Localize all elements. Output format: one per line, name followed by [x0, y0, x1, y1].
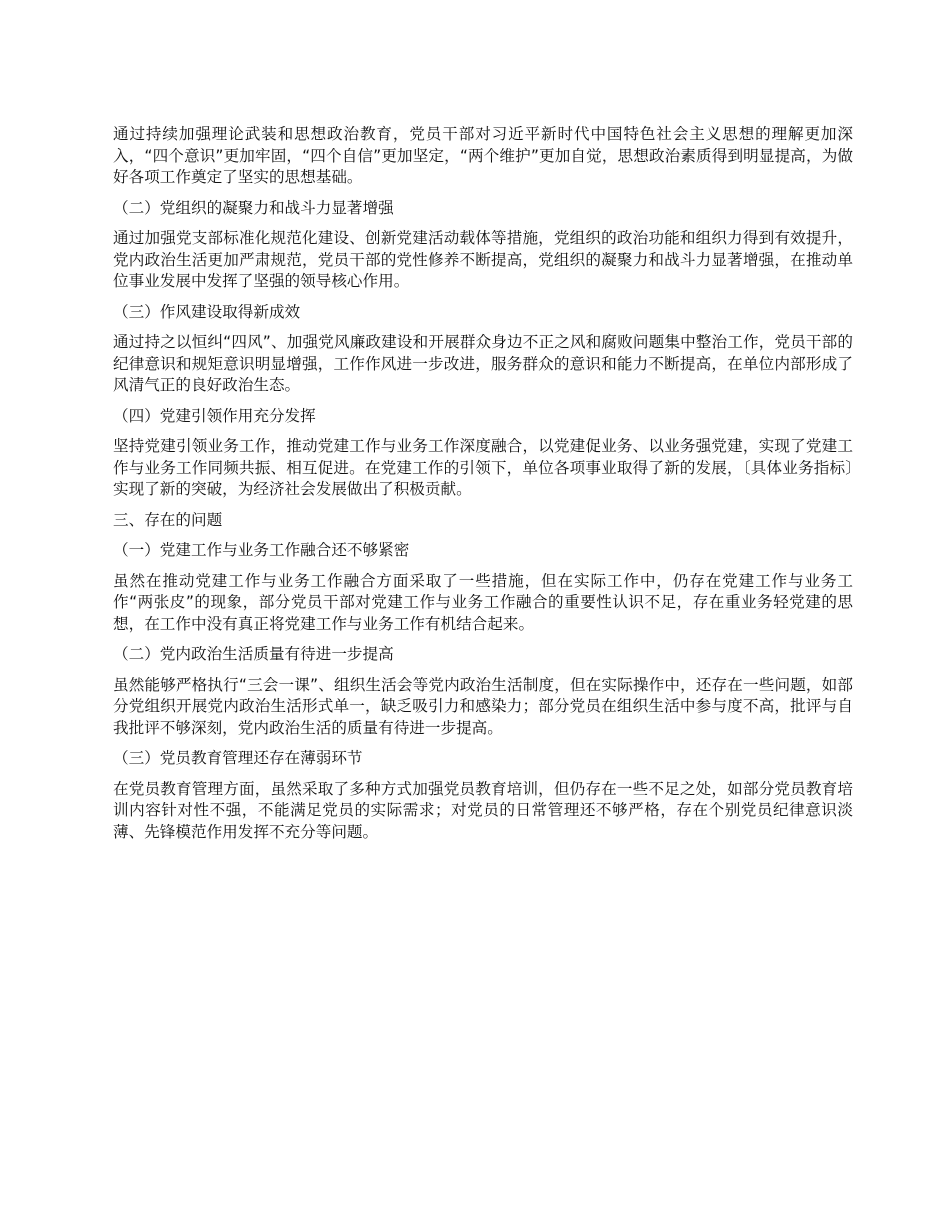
paragraph-integration-problem: 虽然在推动党建工作与业务工作融合方面采取了一些措施，但在实际工作中，仍存在党建工作与业务工作“两张皮”的现象，部分党员干部对党建工作与业务工作融合的重要性认识不足，存在重业务轻党建的思想，在工作中没有真正将党建工作与业务工作有机结合起来。: [113, 571, 853, 633]
heading-member-management-problem: （三）党员教育管理还存在薄弱环节: [113, 749, 363, 767]
paragraph-work-style: 通过持之以恒纠“四风”、加强党风廉政建设和开展群众身边不正之风和腐败问题集中整治工作，党员干部的纪律意识和规矩意识明显增强，工作作风进一步改进，服务群众的意识和能力不断提高，在单位内部形成了风清气正的良好政治生态。: [113, 333, 853, 394]
paragraph-political-life-problem: 虽然能够严格执行“三会一课”、组织生活会等党内政治生活制度，但在实际操作中，还存在一些问题，如部分党组织开展党内政治生活形式单一，缺乏吸引力和感染力；部分党员在组织生活中参与度不高，批评与自我批评不够深刻，党内政治生活的质量有待进一步提高。: [113, 675, 853, 737]
paragraph-member-management-problem: 在党员教育管理方面，虽然采取了多种方式加强党员教育培训，但仍存在一些不足之处，如部分党员教育培训内容针对性不强，不能满足党员的实际需求；对党员的日常管理还不够严格，存在个别党员纪律意识淡薄、先锋模范作用发挥不充分等问题。: [113, 779, 853, 841]
section-heading-problems: 三、存在的问题: [113, 510, 223, 529]
paragraph-theory-education: 通过持续加强理论武装和思想政治教育，党员干部对习近平新时代中国特色社会主义思想的理解更加深入，“四个意识”更加牢固，“四个自信”更加坚定，“两个维护”更加自觉，思想政治素质得到明显提高，为做好各项工作奠定了坚实的思想基础。: [113, 125, 853, 186]
paragraph-cohesion: 通过加强党支部标准化规范化建设、创新党建活动载体等措施，党组织的政治功能和组织力得到有效提升，党内政治生活更加严肃规范，党员干部的党性修养不断提高，党组织的凝聚力和战斗力显著增强，在推动单位事业发展中发挥了坚强的领导核心作用。: [113, 229, 853, 290]
heading-integration-problem: （一）党建工作与业务工作融合还不够紧密: [113, 541, 410, 559]
heading-political-life-problem: （二）党内政治生活质量有待进一步提高: [113, 645, 394, 663]
heading-cohesion: （二）党组织的凝聚力和战斗力显著增强: [113, 198, 394, 217]
document-body: [113, 124, 853, 852]
heading-party-leadership: （四）党建引领作用充分发挥: [113, 406, 316, 425]
heading-work-style: （三）作风建设取得新成效: [113, 302, 301, 321]
paragraph-party-leadership: 坚持党建引领业务工作，推动党建工作与业务工作深度融合，以党建促业务、以业务强党建，实现了党建工作与业务工作同频共振、相互促进。在党建工作的引领下，单位各项事业取得了新的发展，〔具体业务指标〕实现了新的突破，为经济社会发展做出了积极贡献。: [113, 437, 853, 498]
